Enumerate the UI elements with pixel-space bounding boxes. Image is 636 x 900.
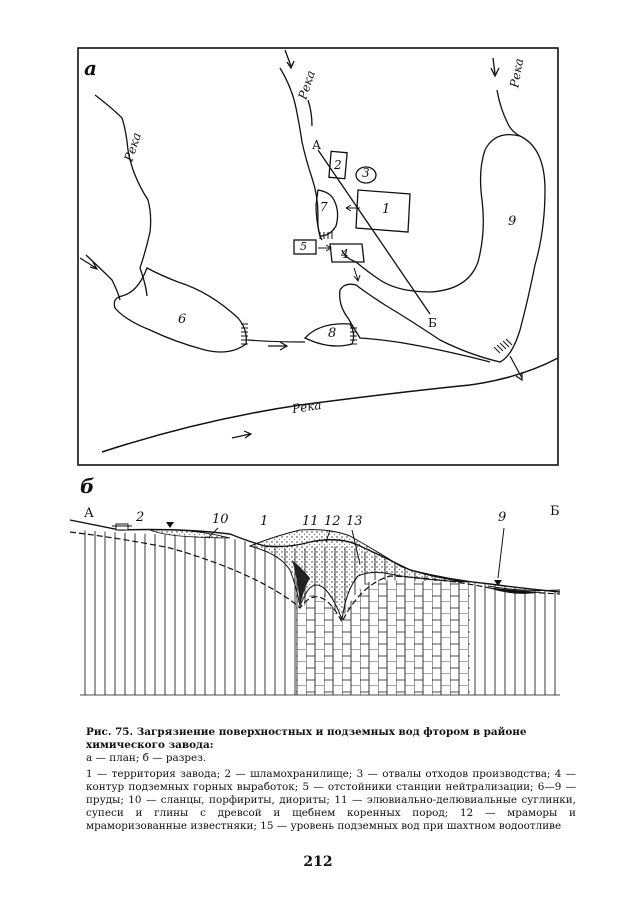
- pond-6: [114, 268, 246, 352]
- water-level-marker-left: [166, 522, 174, 528]
- figure-caption: [86, 726, 576, 832]
- plan-label-2: 2: [334, 158, 342, 172]
- stream-6-8: [248, 340, 305, 342]
- arrow-settling-5: [318, 245, 331, 251]
- plan-label-6: 6: [178, 312, 187, 327]
- river-label-left: Река: [121, 130, 144, 164]
- page-number: 212: [303, 854, 333, 870]
- section-label-13: 13: [346, 514, 363, 529]
- plan-label-3: 3: [362, 166, 370, 180]
- section-point-a: А: [84, 506, 94, 521]
- section-label-11: 11: [302, 514, 319, 529]
- left-river: [95, 95, 151, 296]
- arrow-right-river: [491, 58, 499, 76]
- arrow-flow-6-8: [268, 342, 287, 350]
- main-river-upper-bank: [102, 358, 558, 452]
- arrow-left-river: [80, 258, 97, 269]
- dam-6: [241, 324, 248, 344]
- arrow-mine-4: [354, 268, 360, 281]
- section-label-12: 12: [324, 514, 341, 529]
- plan-label-4: 4: [341, 247, 349, 261]
- middle-river-right-bank: [308, 100, 312, 126]
- section-label-2: 2: [136, 510, 145, 525]
- section-sludge-storage: [116, 524, 128, 530]
- pond-9: [340, 135, 545, 362]
- caption-subtitle: а — план; б — разрез.: [86, 751, 207, 764]
- plan-label-9: 9: [508, 214, 517, 229]
- plan-label-1: 1: [382, 202, 391, 217]
- section-label-1: 1: [260, 514, 269, 529]
- river-label-middle: Река: [295, 68, 318, 102]
- section-label-9: 9: [498, 510, 507, 525]
- plan-label-7: 7: [320, 200, 328, 214]
- section-figure: [0, 470, 636, 710]
- right-river: [497, 90, 520, 136]
- left-river-bank-lower: [86, 255, 120, 300]
- section-line-a-b: [318, 150, 430, 314]
- arrow-middle-river: [285, 50, 294, 68]
- main-river-lower-bank: [196, 376, 558, 465]
- leader-9: [498, 528, 504, 578]
- plan-label-8: 8: [328, 326, 337, 341]
- dam-9: [494, 339, 512, 353]
- plan-point-a: А: [312, 138, 322, 152]
- plan-label-5: 5: [300, 240, 307, 253]
- river-label-main: Река: [291, 398, 323, 416]
- caption-title: Рис. 75. Загрязнение поверхностных и подземных вод фтором в районе химического завода:: [86, 726, 527, 751]
- caption-legend: 1 — территория завода; 2 — шламохранилище; 3 — отвалы отходов производства; 4 — контур подземных горных выработок; 5 — отстойники станции нейтрализации; 6—9 — пруды; 10 — сланцы, порфириты, диориты; 11 — элювиально-делювиальные суглинки, супеси и глины с древсой и щебнем коренных пород; 12 — мраморы и мраморизованные известняки; 15 — уровень подземных вод при шахтном водоотливе: [86, 768, 576, 832]
- section-drawing: [0, 470, 636, 710]
- plan-panel-letter: а: [84, 56, 97, 80]
- river-label-right: Река: [507, 57, 527, 89]
- arrow-main-river: [232, 431, 251, 438]
- section-point-b: Б: [550, 504, 560, 519]
- plan-point-b: Б: [428, 316, 437, 330]
- section-label-10: 10: [212, 512, 229, 527]
- section-panel-letter: б: [80, 474, 95, 498]
